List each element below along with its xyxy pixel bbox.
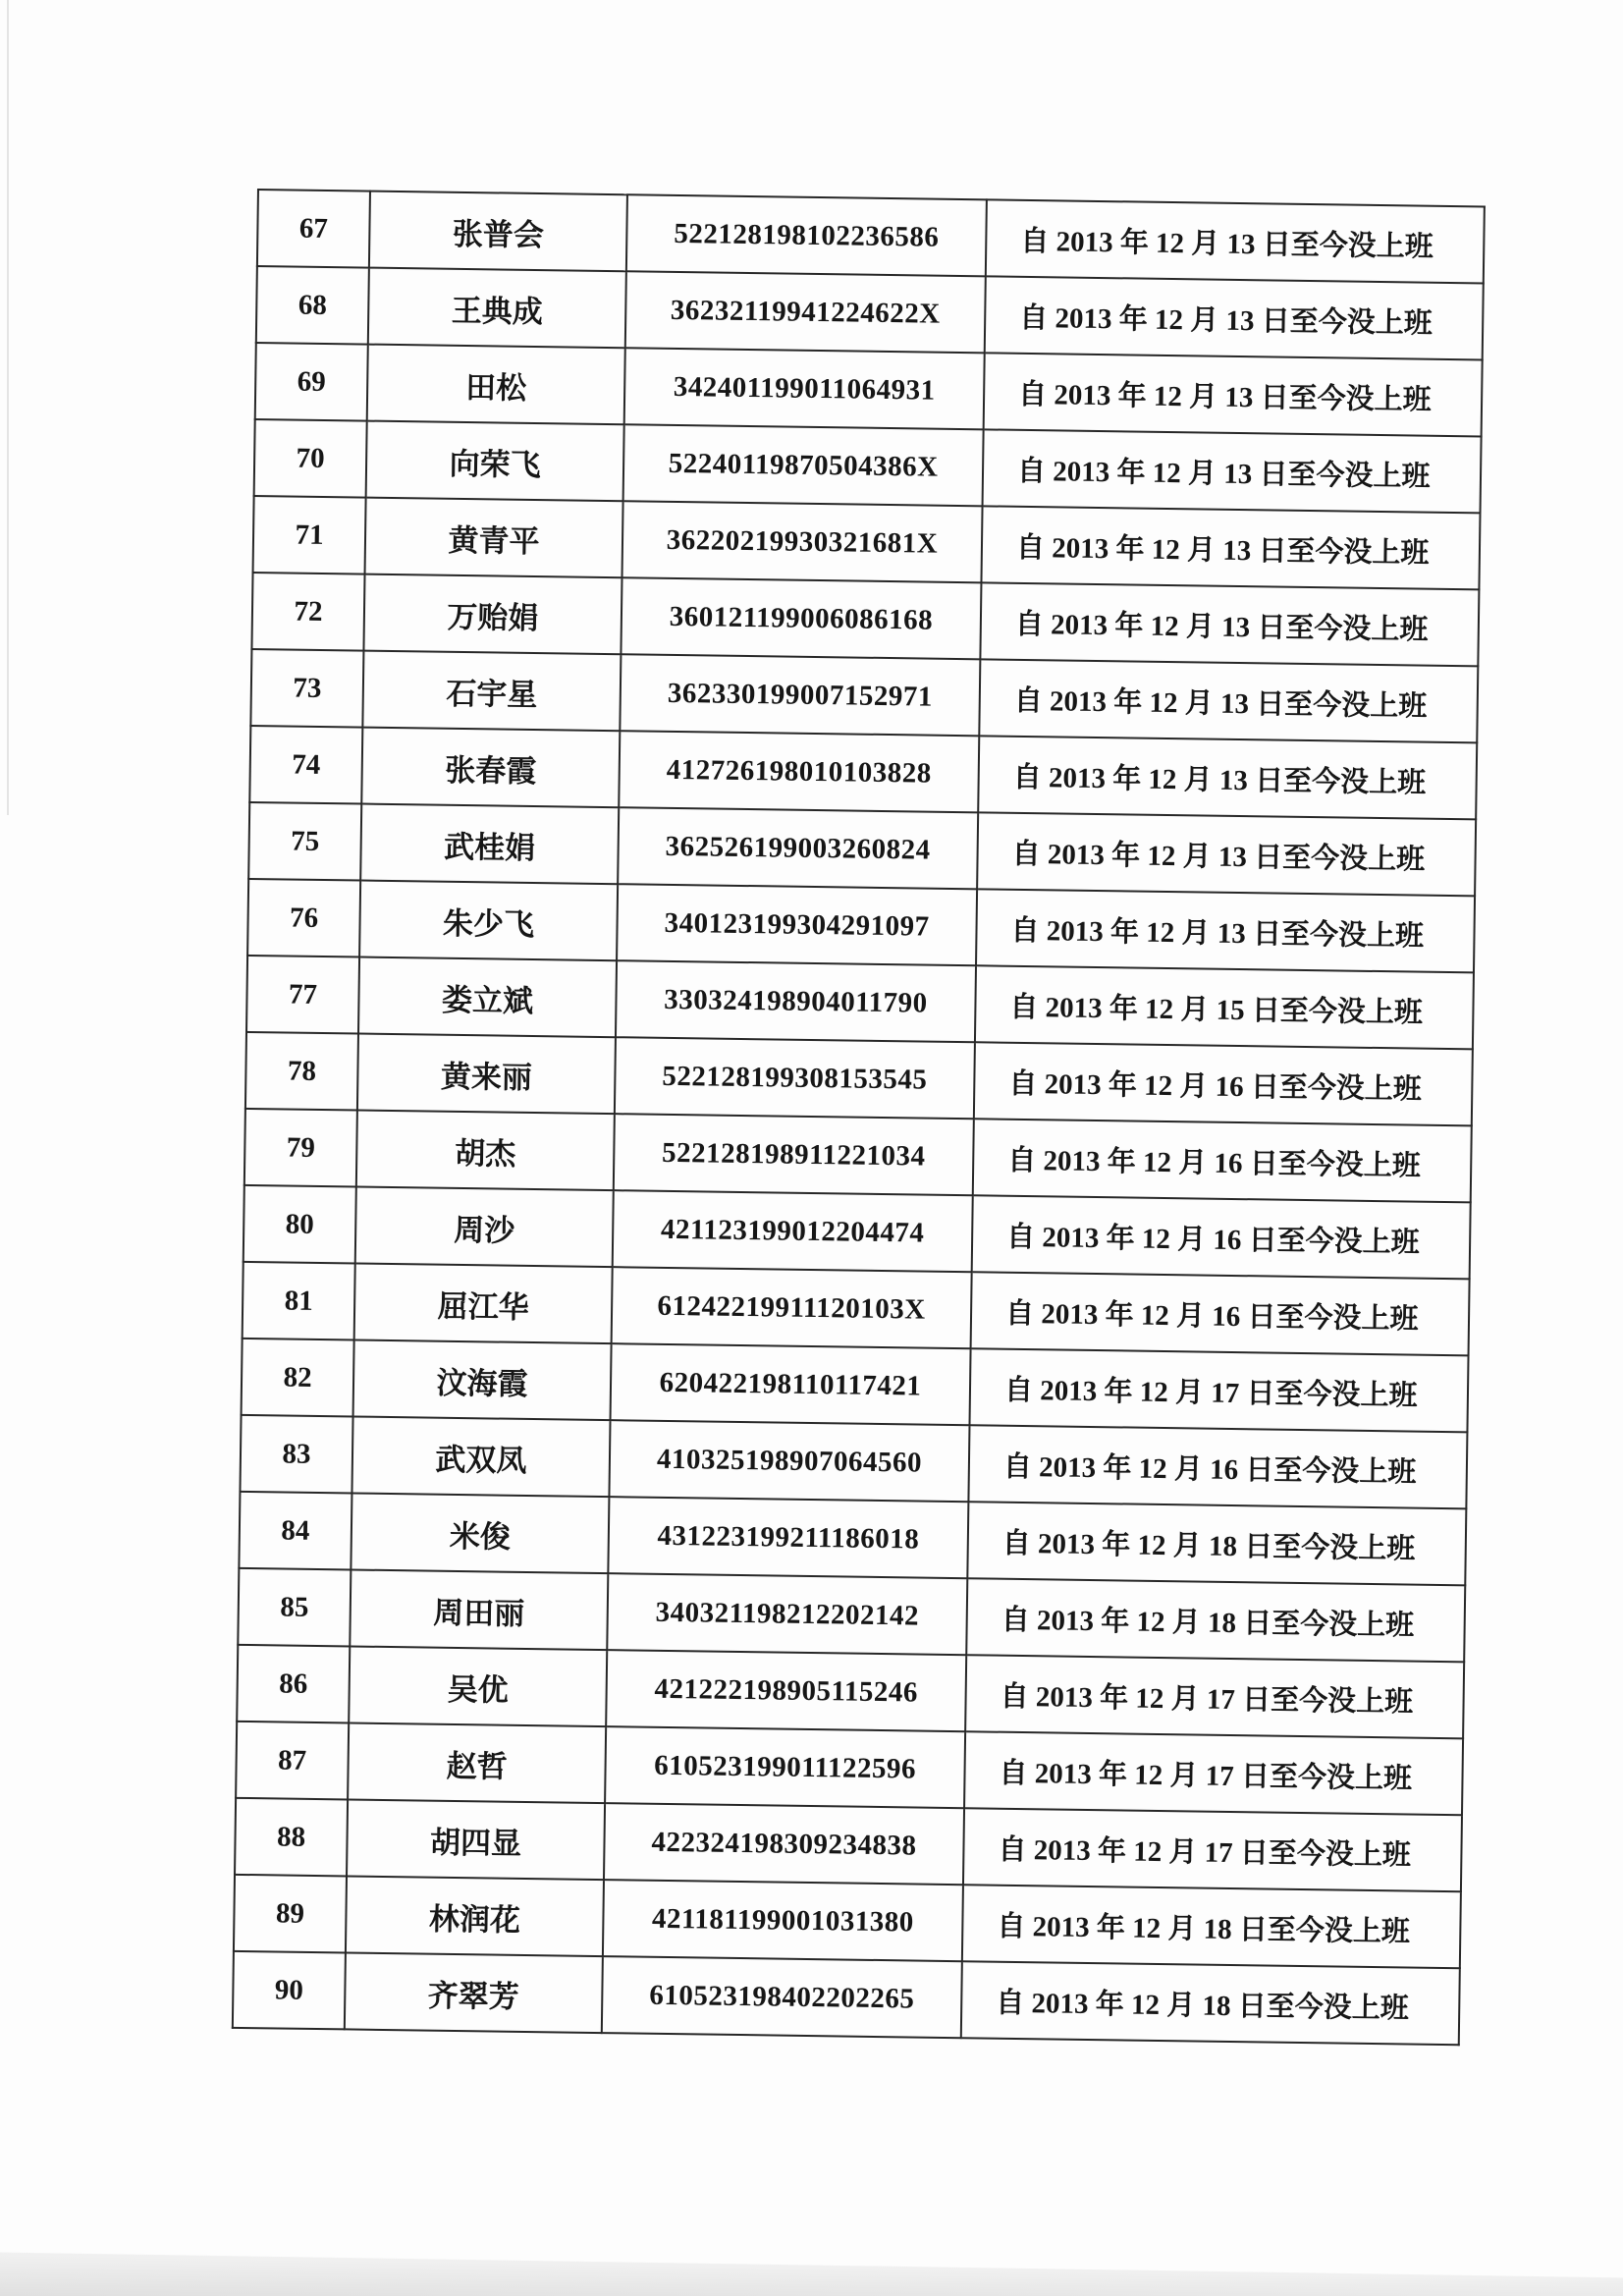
id-number-cell: 431223199211186018	[608, 1497, 968, 1578]
name-cell: 吴优	[349, 1646, 607, 1726]
name-cell: 黄青平	[365, 498, 623, 578]
row-number-cell: 73	[250, 649, 363, 728]
id-number-cell: 36232119941224622X	[625, 271, 986, 353]
absence-table-body	[233, 190, 1485, 2045]
scan-artifact-bottom-paper-edge	[0, 2252, 1623, 2296]
name-cell: 武桂娟	[360, 804, 619, 885]
status-cell: 自 2013 年 12 月 13 日至今没上班	[984, 353, 1483, 436]
status-cell: 自 2013 年 12 月 18 日至今没上班	[966, 1578, 1465, 1662]
id-number-cell: 410325198907064560	[609, 1420, 969, 1502]
status-cell: 自 2013 年 12 月 17 日至今没上班	[963, 1808, 1462, 1891]
status-cell: 自 2013 年 12 月 16 日至今没上班	[968, 1425, 1467, 1508]
row-number-cell: 80	[243, 1185, 356, 1264]
status-cell: 自 2013 年 12 月 16 日至今没上班	[973, 1119, 1472, 1202]
status-cell: 自 2013 年 12 月 13 日至今没上班	[979, 659, 1478, 742]
status-cell: 自 2013 年 12 月 18 日至今没上班	[961, 1961, 1460, 2045]
status-cell: 自 2013 年 12 月 18 日至今没上班	[962, 1885, 1461, 1968]
row-number-cell: 87	[236, 1722, 349, 1800]
id-number-cell: 522128199308153545	[615, 1037, 975, 1119]
id-number-cell: 522128198911221034	[614, 1114, 974, 1195]
row-number-cell: 83	[240, 1415, 352, 1494]
status-cell: 自 2013 年 12 月 13 日至今没上班	[985, 276, 1484, 359]
id-number-cell: 610523198402202265	[602, 1956, 962, 2038]
id-number-cell: 610523199011122596	[605, 1726, 965, 1808]
row-number-cell: 77	[246, 956, 359, 1034]
name-cell: 朱少飞	[359, 881, 618, 961]
row-number-cell: 86	[237, 1645, 350, 1723]
status-cell: 自 2013 年 12 月 15 日至今没上班	[975, 965, 1474, 1049]
id-number-cell: 362526199003260824	[618, 807, 978, 889]
status-cell: 自 2013 年 12 月 16 日至今没上班	[971, 1272, 1470, 1355]
name-cell: 张春霞	[361, 728, 620, 808]
status-cell: 自 2013 年 12 月 13 日至今没上班	[986, 199, 1485, 283]
scan-artifact-left-line	[7, 0, 9, 815]
row-number-cell: 85	[238, 1568, 351, 1647]
row-number-cell: 90	[233, 1951, 346, 2030]
row-number-cell: 69	[255, 343, 368, 421]
row-number-cell: 67	[257, 190, 370, 268]
id-number-cell: 340321198212202142	[607, 1573, 967, 1655]
status-cell: 自 2013 年 12 月 13 日至今没上班	[980, 582, 1479, 666]
id-number-cell: 620422198110117421	[611, 1343, 971, 1425]
id-number-cell: 61242219911120103X	[612, 1267, 972, 1348]
row-number-cell: 84	[239, 1492, 352, 1570]
id-number-cell: 360121199006086168	[621, 577, 981, 659]
name-cell: 米俊	[351, 1493, 609, 1573]
row-number-cell: 74	[249, 726, 362, 804]
id-number-cell: 340123199304291097	[617, 884, 977, 965]
name-cell: 周田丽	[350, 1569, 608, 1650]
name-cell: 石宇星	[362, 651, 621, 732]
status-cell: 自 2013 年 12 月 13 日至今没上班	[983, 429, 1482, 513]
id-number-cell: 342401199011064931	[624, 348, 985, 429]
id-number-cell: 52240119870504386X	[623, 424, 984, 506]
name-cell: 汶海霞	[353, 1339, 612, 1420]
table-row	[233, 1951, 1460, 2045]
status-cell: 自 2013 年 12 月 16 日至今没上班	[974, 1042, 1473, 1125]
name-cell: 林润花	[346, 1876, 604, 1956]
row-number-cell: 89	[234, 1875, 347, 1953]
row-number-cell: 68	[256, 266, 369, 345]
status-cell: 自 2013 年 12 月 13 日至今没上班	[981, 506, 1480, 589]
status-cell: 自 2013 年 12 月 17 日至今没上班	[965, 1655, 1464, 1738]
name-cell: 黄来丽	[357, 1034, 616, 1115]
name-cell: 田松	[367, 345, 625, 425]
row-number-cell: 71	[253, 496, 366, 574]
name-cell: 齐翠芳	[345, 1952, 603, 2033]
name-cell: 周沙	[355, 1187, 614, 1268]
name-cell: 胡杰	[356, 1111, 615, 1191]
status-cell: 自 2013 年 12 月 16 日至今没上班	[972, 1195, 1471, 1279]
status-cell: 自 2013 年 12 月 17 日至今没上班	[964, 1731, 1463, 1815]
id-number-cell: 422324198309234838	[604, 1803, 964, 1885]
id-number-cell: 330324198904011790	[616, 960, 976, 1042]
id-number-cell: 421222198905115246	[606, 1650, 966, 1731]
status-cell: 自 2013 年 12 月 13 日至今没上班	[978, 736, 1477, 819]
id-number-cell: 522128198102236586	[626, 194, 987, 276]
status-cell: 自 2013 年 12 月 13 日至今没上班	[977, 812, 1476, 896]
absence-table	[232, 189, 1486, 2046]
name-cell: 万贻娟	[363, 574, 622, 655]
status-cell: 自 2013 年 12 月 17 日至今没上班	[969, 1348, 1468, 1432]
row-number-cell: 79	[244, 1109, 357, 1187]
name-cell: 向荣飞	[366, 421, 624, 502]
row-number-cell: 88	[235, 1798, 348, 1877]
row-number-cell: 82	[242, 1339, 354, 1417]
id-number-cell: 421123199012204474	[613, 1190, 973, 1272]
row-number-cell: 81	[243, 1262, 355, 1340]
name-cell: 屈江华	[354, 1263, 613, 1343]
name-cell: 张普会	[369, 191, 627, 272]
row-number-cell: 72	[251, 573, 364, 651]
status-cell: 自 2013 年 12 月 18 日至今没上班	[967, 1502, 1466, 1585]
name-cell: 赵哲	[348, 1722, 606, 1803]
name-cell: 王典成	[368, 268, 626, 349]
id-number-cell: 412726198010103828	[619, 731, 979, 812]
row-number-cell: 78	[245, 1032, 358, 1111]
table-wrapper	[232, 189, 1486, 2046]
name-cell: 娄立斌	[358, 957, 617, 1038]
row-number-cell: 75	[248, 802, 361, 881]
id-number-cell: 421181199001031380	[603, 1880, 963, 1961]
id-number-cell: 362330199007152971	[620, 654, 980, 736]
name-cell: 武双凤	[352, 1416, 610, 1497]
row-number-cell: 70	[254, 419, 367, 498]
status-cell: 自 2013 年 12 月 13 日至今没上班	[976, 889, 1475, 972]
name-cell: 胡四显	[347, 1799, 605, 1880]
row-number-cell: 76	[247, 879, 360, 957]
id-number-cell: 36220219930321681X	[622, 501, 983, 582]
